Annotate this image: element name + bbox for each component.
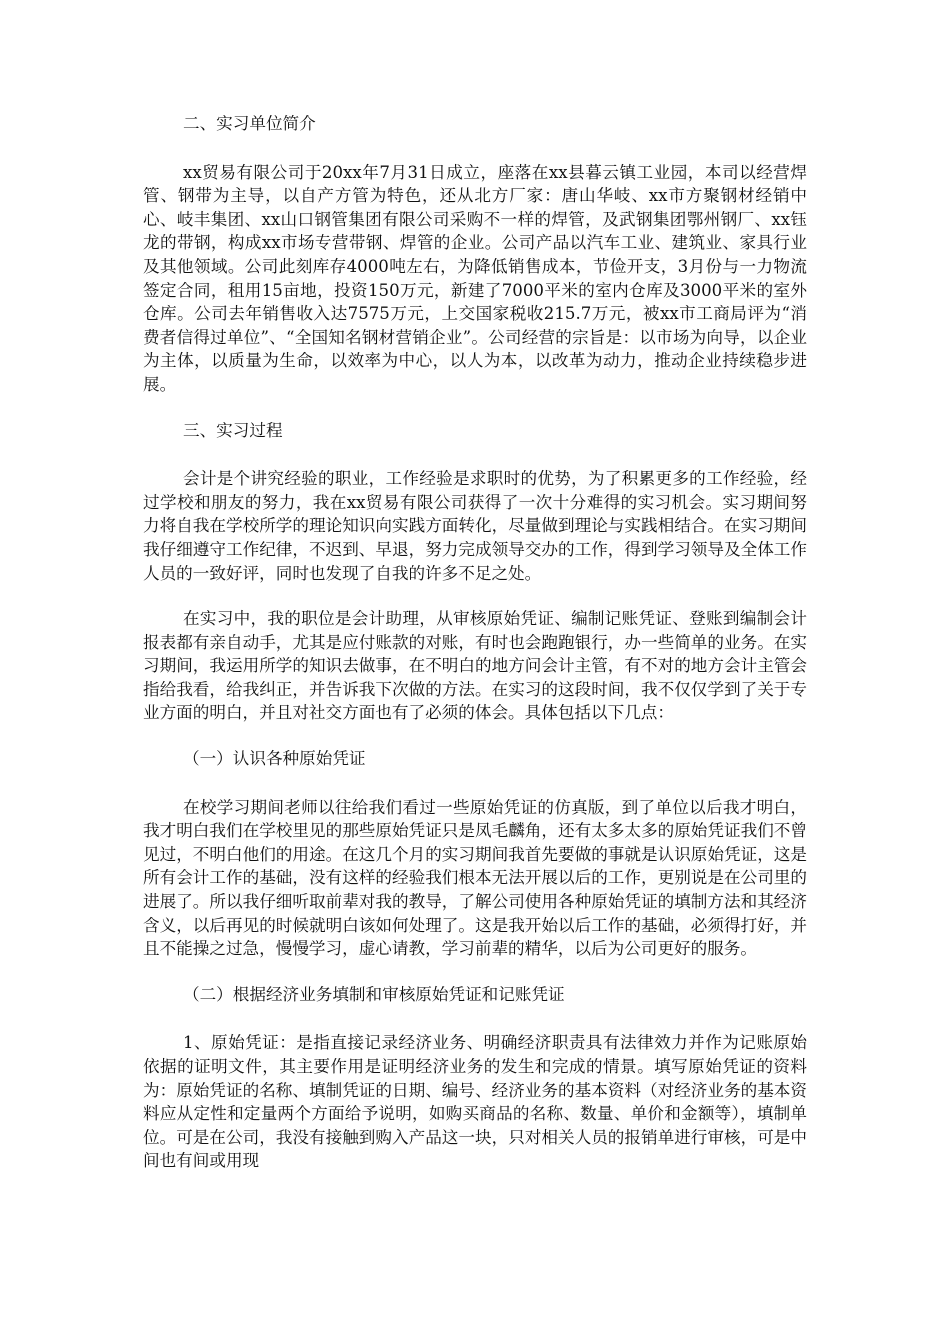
paragraph-internship-process-2: 在实习中，我的职位是会计助理，从审核原始凭证、编制记账凭证、登账到编制会计报表都有亲自动手，尤其是应付账款的对账，有时也会跑跑银行，办一些简单的业务。在实习期间，我运用所学的知识去做事，在不明白的地方问会计主管，有不对的地方会计主管会指给我看，给我纠正，并告诉我下次做的方法。在实习的这段时间，我不仅仅学到了关于专业方面的明白，并且对社交方面也有了必须的体会。具体包括以下几点： [143,609,807,723]
subsection-heading-original-vouchers: （一）认识各种原始凭证 [183,749,366,769]
paragraph-fill-and-audit-1: 1、原始凭证：是指直接记录经济业务、明确经济职责具有法律效力并作为记账原始依据的证明文件，其主要作用是证明经济业务的发生和完成的情景。填写原始凭证的资料为：原始凭证的名称、填制凭证的日期、编号、经济业务的基本资料（对经济业务的基本资料应从定性和定量两个方面给予说明，如购买商品的名称、数量、单价和金额等），填制单位。可是在公司，我没有接触到购入产品这一块，只对相关人员的报销单进行审核，可是中间也有间或用现 [143,1033,807,1171]
section-heading-internship-process: 三、实习过程 [183,420,283,440]
document-page [143,112,807,1173]
paragraph-company-intro: xx贸易有限公司于20xx年7月31日成立，座落在xx县暮云镇工业园，本司以经营焊管、钢带为主导，以自产方管为特色，还从北方厂家：唐山华岐、xx市方聚钢材经销中心、岐丰集团、xx山口钢管集团有限公司采购不一样的焊管，及武钢集团鄂州钢厂、xx钰龙的带钢，构成xx市场专营带钢、焊管的企业。公司产品以汽车工业、建筑业、家具行业及其他领域。公司此刻库存4000吨左右，为降低销售成本，节俭开支，3月份与一力物流签定合同，租用15亩地，投资150万元，新建了7000平米的室内仓库及3000平米的室外仓库。公司去年销售收入达7575万元，上交国家税收215.7万元，被xx市工商局评为“消费者信得过单位”、“全国知名钢材营销企业”。公司经营的宗旨是：以市场为向导，以企业为主体，以质量为生命，以效率为中心，以人为本，以改革为动力，推动企业持续稳步进展。 [143,162,807,394]
section-heading-company-intro: 二、实习单位简介 [183,114,316,133]
paragraph-internship-process-1: 会计是个讲究经验的职业，工作经验是求职时的优势，为了积累更多的工作经验，经过学校和朋友的努力，我在xx贸易有限公司获得了一次十分难得的实习机会。实习期间努力将自我在学校所学的理论知识向实践方面转化，尽量做到理论与实践相结合。在实习期间我仔细遵守工作纪律，不迟到、早退，努力完成领导交办的工作，得到学习领导及全体工作人员的一致好评，同时也发现了自我的许多不足之处。 [143,469,807,583]
subsection-heading-fill-and-audit: （二）根据经济业务填制和审核原始凭证和记账凭证 [183,984,565,1004]
paragraph-original-vouchers: 在校学习期间老师以往给我们看过一些原始凭证的仿真版，到了单位以后我才明白，我才明白我们在学校里见的那些原始凭证只是凤毛麟角，还有太多太多的原始凭证我们不曾见过，不明白他们的用途。在这几个月的实习期间我首先要做的事就是认识原始凭证，这是所有会计工作的基础，没有这样的经验我们根本无法开展以后的工作，更别说是在公司里的进展了。所以我仔细听取前辈对我的教导，了解公司使用各种原始凭证的填制方法和其经济含义，以后再见的时候就明白该如何处理了。这是我开始以后工作的基础，必须得打好，并且不能操之过急，慢慢学习，虚心请教，学习前辈的精华，以后为公司更好的服务。 [143,797,807,959]
